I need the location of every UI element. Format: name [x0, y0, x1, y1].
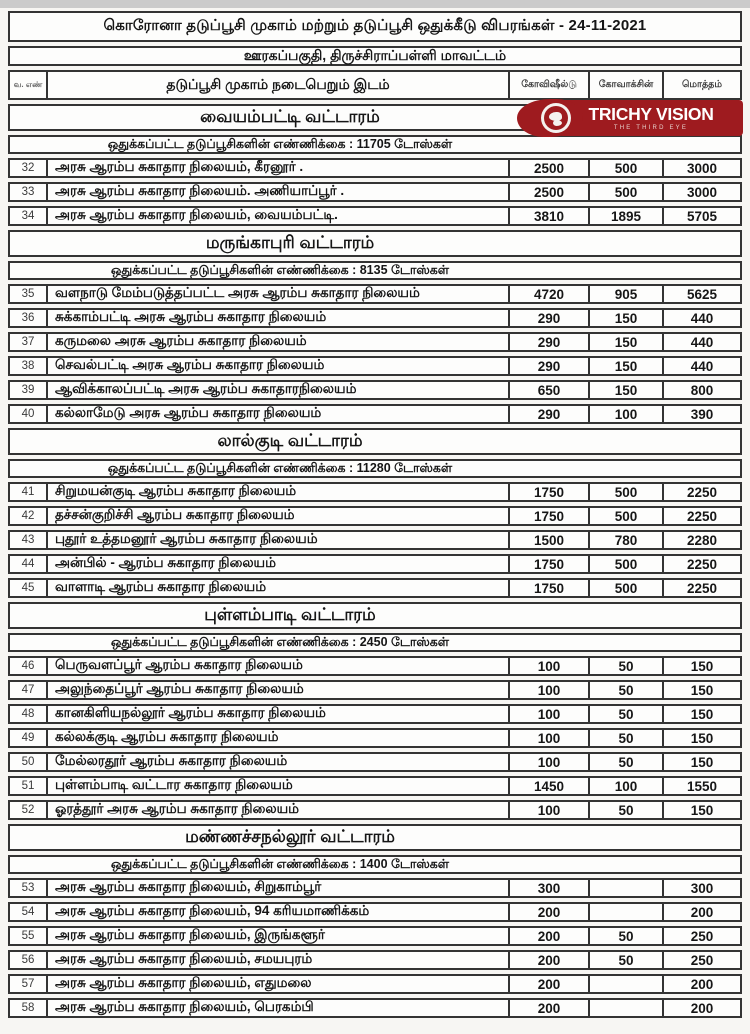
place-cell: அரசு ஆரம்ப சுகாதார நிலையம், கீரனூர் .	[55, 159, 304, 174]
covishield-cell: 200	[508, 1000, 588, 1016]
total-cell: 2280	[662, 532, 740, 548]
covishield-cell: 200	[508, 904, 588, 920]
total-cell: 2250	[662, 556, 740, 572]
region-row	[8, 46, 742, 66]
serial-cell: 38	[10, 358, 48, 374]
total-cell: 5705	[662, 208, 740, 224]
document-title: கொரோனா தடுப்பூசி முகாம் மற்றும் தடுப்பூசி ஒதுக்கீடு விபரங்கள் - 24-11-2021	[103, 17, 647, 34]
table-row	[8, 356, 742, 376]
place-cell: வளநாடு மேம்படுத்தப்பட்ட அரசு ஆரம்ப சுகாதார நிலையம்	[55, 285, 420, 300]
covaxin-cell: 500	[588, 160, 662, 176]
total-cell: 250	[662, 928, 740, 944]
place-cell: சிறுமயன்குடி ஆரம்ப சுகாதார நிலையம்	[55, 483, 297, 498]
total-cell: 1550	[662, 778, 740, 794]
serial-cell: 32	[10, 160, 48, 176]
place-cell: அரசு ஆரம்ப சுகாதார நிலையம். அணியாப்பூர் .	[55, 183, 345, 198]
place-cell: வாளாடி ஆரம்ப சுகாதார நிலையம்	[55, 579, 267, 594]
covishield-cell: 290	[508, 358, 588, 374]
table-row	[8, 998, 742, 1018]
table-row	[8, 506, 742, 526]
serial-cell: 40	[10, 406, 48, 422]
section-title: புள்ளம்பாடி வட்டாரம்	[204, 604, 376, 624]
section-title: வையம்பட்டி வட்டாரம்	[200, 106, 380, 126]
covishield-cell: 100	[508, 682, 588, 698]
covaxin-cell: 500	[588, 580, 662, 596]
allocation-row	[8, 633, 742, 652]
covishield-cell: 1450	[508, 778, 588, 794]
serial-cell: 56	[10, 952, 48, 968]
place-column-header: தடுப்பூசி முகாம் நடைபெறும் இடம்	[166, 75, 390, 92]
covishield-cell: 2500	[508, 160, 588, 176]
total-cell: 440	[662, 358, 740, 374]
table-row	[8, 950, 742, 970]
table-row	[8, 680, 742, 700]
total-cell: 800	[662, 382, 740, 398]
covishield-cell: 100	[508, 706, 588, 722]
table-row	[8, 332, 742, 352]
covaxin-cell: 100	[588, 406, 662, 422]
place-cell: பெருவளப்பூர் ஆரம்ப சுகாதார நிலையம்	[55, 657, 303, 672]
covaxin-cell: 500	[588, 484, 662, 500]
eye-ring	[541, 103, 571, 133]
total-cell: 390	[662, 406, 740, 422]
column-header-row	[8, 70, 742, 100]
serial-cell: 42	[10, 508, 48, 524]
table-row	[8, 728, 742, 748]
table-row	[8, 182, 742, 202]
allocation-row	[8, 459, 742, 478]
serial-cell: 33	[10, 184, 48, 200]
table-body	[8, 104, 742, 1018]
covishield-cell: 290	[508, 406, 588, 422]
section-header-row	[8, 824, 742, 851]
total-cell: 150	[662, 658, 740, 674]
total-cell: 2250	[662, 508, 740, 524]
covishield-cell: 1500	[508, 532, 588, 548]
serial-cell: 49	[10, 730, 48, 746]
covishield-cell: 100	[508, 754, 588, 770]
covishield-cell: 100	[508, 802, 588, 818]
table-row	[8, 158, 742, 178]
place-cell: அரசு ஆரம்ப சுகாதார நிலையம், எதுமலை	[55, 975, 312, 990]
covaxin-column-header: கோவாக்சின்	[588, 72, 662, 98]
total-cell: 3000	[662, 160, 740, 176]
covishield-cell: 4720	[508, 286, 588, 302]
total-cell: 150	[662, 802, 740, 818]
table-row	[8, 404, 742, 424]
table-row	[8, 284, 742, 304]
serial-cell: 43	[10, 532, 48, 548]
allocation-text: ஒதுக்கப்பட்ட தடுப்பூசிகளின் எண்ணிக்கை : 11280 டோஸ்கள்	[107, 460, 453, 475]
serial-cell: 34	[10, 208, 48, 224]
region-title: ஊரகப்பகுதி, திருச்சிராப்பள்ளி மாவட்டம்	[243, 46, 507, 63]
covishield-cell: 1750	[508, 556, 588, 572]
table-row	[8, 902, 742, 922]
serial-cell: 41	[10, 484, 48, 500]
covaxin-cell: 150	[588, 310, 662, 326]
serial-cell: 36	[10, 310, 48, 326]
document-title-row	[8, 11, 742, 42]
place-cell: செவல்பட்டி அரசு ஆரம்ப சுகாதார நிலையம்	[55, 357, 325, 372]
covaxin-cell: 500	[588, 556, 662, 572]
top-gray-strip	[0, 0, 750, 8]
allocation-row	[8, 135, 742, 154]
allocation-text: ஒதுக்கப்பட்ட தடுப்பூசிகளின் எண்ணிக்கை : 8135 டோஸ்கள்	[110, 262, 450, 277]
covishield-cell: 100	[508, 658, 588, 674]
section-header-row	[8, 602, 742, 629]
serial-cell: 46	[10, 658, 48, 674]
covaxin-cell: 1895	[588, 208, 662, 224]
section-title: மருங்காபுரி வட்டாரம்	[205, 232, 375, 252]
table-row	[8, 752, 742, 772]
allocation-text: ஒதுக்கப்பட்ட தடுப்பூசிகளின் எண்ணிக்கை : 11705 டோஸ்கள்	[107, 136, 453, 151]
covaxin-cell: 500	[588, 184, 662, 200]
total-cell: 150	[662, 730, 740, 746]
serial-cell: 48	[10, 706, 48, 722]
covishield-cell: 200	[508, 976, 588, 992]
covishield-cell: 1750	[508, 484, 588, 500]
place-cell: அரசு ஆரம்ப சுகாதார நிலையம், சமயபுரம்	[55, 951, 313, 966]
eye-glint-small	[553, 120, 562, 126]
table-row	[8, 704, 742, 724]
total-cell: 2250	[662, 580, 740, 596]
place-cell: புதூர் உத்தமனூர் ஆரம்ப சுகாதார நிலையம்	[55, 531, 318, 546]
total-cell: 2250	[662, 484, 740, 500]
covaxin-cell: 50	[588, 928, 662, 944]
covaxin-cell: 905	[588, 286, 662, 302]
serial-cell: 52	[10, 802, 48, 818]
total-cell: 150	[662, 682, 740, 698]
covishield-cell: 100	[508, 730, 588, 746]
place-cell: அரசு ஆரம்ப சுகாதார நிலையம், 94 கரியமாணிக்கம்	[55, 903, 370, 918]
covaxin-cell: 150	[588, 358, 662, 374]
covaxin-cell	[588, 904, 662, 920]
table-row	[8, 206, 742, 226]
eye-pupil	[544, 106, 568, 130]
trichy-vision-logo	[517, 99, 743, 137]
serial-column-header: வ. எண்	[10, 72, 48, 98]
place-cell: கருமலை அரசு ஆரம்ப சுகாதார நிலையம்	[55, 333, 307, 348]
place-cell: அலுந்தைப்பூர் ஆரம்ப சுகாதார நிலையம்	[55, 681, 304, 696]
serial-cell: 57	[10, 976, 48, 992]
total-cell: 200	[662, 976, 740, 992]
section-title: லால்குடி வட்டாரம்	[217, 430, 363, 450]
covaxin-cell: 500	[588, 508, 662, 524]
covaxin-cell	[588, 976, 662, 992]
covaxin-cell: 150	[588, 334, 662, 350]
section-title: மண்ணச்சநல்லூர் வட்டாரம்	[185, 826, 395, 846]
total-cell: 440	[662, 334, 740, 350]
covaxin-cell: 50	[588, 952, 662, 968]
table-row	[8, 878, 742, 898]
total-cell: 440	[662, 310, 740, 326]
covishield-cell: 1750	[508, 508, 588, 524]
table-row	[8, 530, 742, 550]
table-row	[8, 554, 742, 574]
place-cell: கல்லாமேடு அரசு ஆரம்ப சுகாதார நிலையம்	[55, 405, 322, 420]
total-cell: 300	[662, 880, 740, 896]
section-header-row	[8, 230, 742, 257]
total-cell: 150	[662, 754, 740, 770]
covaxin-cell: 100	[588, 778, 662, 794]
serial-cell: 58	[10, 1000, 48, 1016]
serial-cell: 55	[10, 928, 48, 944]
place-cell: புள்ளம்பாடி வட்டார சுகாதார நிலையம்	[55, 777, 293, 792]
table-row	[8, 800, 742, 820]
serial-cell: 51	[10, 778, 48, 794]
covishield-cell: 300	[508, 880, 588, 896]
covaxin-cell: 50	[588, 658, 662, 674]
serial-cell: 54	[10, 904, 48, 920]
table-row	[8, 482, 742, 502]
serial-cell: 39	[10, 382, 48, 398]
total-cell: 5625	[662, 286, 740, 302]
serial-cell: 37	[10, 334, 48, 350]
covaxin-cell: 150	[588, 382, 662, 398]
serial-cell: 35	[10, 286, 48, 302]
serial-cell: 53	[10, 880, 48, 896]
covishield-column-header: கோவிஷீல்டு	[508, 72, 588, 98]
covishield-cell: 290	[508, 334, 588, 350]
table-row	[8, 656, 742, 676]
covaxin-cell: 50	[588, 730, 662, 746]
place-cell: கானகிளியநல்லூர் ஆரம்ப சுகாதார நிலையம்	[55, 705, 326, 720]
total-cell: 200	[662, 904, 740, 920]
covaxin-cell: 50	[588, 682, 662, 698]
place-cell: அரசு ஆரம்ப சுகாதார நிலையம், இருங்களூர்	[55, 927, 325, 942]
place-cell: அன்பில் - ஆரம்ப சுகாதார நிலையம்	[55, 555, 276, 570]
total-cell: 3000	[662, 184, 740, 200]
table-row	[8, 308, 742, 328]
place-cell: அரசு ஆரம்ப சுகாதார நிலையம், பெரகம்பி	[55, 999, 314, 1014]
section-header-row	[8, 428, 742, 455]
table-row	[8, 974, 742, 994]
covishield-cell: 200	[508, 928, 588, 944]
covishield-cell: 2500	[508, 184, 588, 200]
logo-banner	[559, 100, 743, 136]
serial-cell: 50	[10, 754, 48, 770]
covaxin-cell: 780	[588, 532, 662, 548]
allocation-row	[8, 855, 742, 874]
logo-title: TRICHY VISION	[588, 103, 714, 124]
total-cell: 250	[662, 952, 740, 968]
place-cell: அரசு ஆரம்ப சுகாதார நிலையம், வையம்பட்டி.	[55, 207, 338, 222]
place-cell: அரசு ஆரம்ப சுகாதார நிலையம், சிறுகாம்பூர்	[55, 879, 322, 894]
covaxin-cell: 50	[588, 802, 662, 818]
table-row	[8, 776, 742, 796]
covishield-cell: 650	[508, 382, 588, 398]
covishield-cell: 200	[508, 952, 588, 968]
covaxin-cell	[588, 1000, 662, 1016]
serial-cell: 44	[10, 556, 48, 572]
vaccination-table	[8, 11, 742, 1022]
covishield-cell: 1750	[508, 580, 588, 596]
allocation-row	[8, 261, 742, 280]
logo-tagline: THE THIRD EYE	[613, 124, 689, 131]
place-cell: ஆவிக்காலப்பட்டி அரசு ஆரம்ப சுகாதாரநிலையம்	[55, 381, 357, 396]
place-cell: மேல்லரதூர் ஆரம்ப சுகாதார நிலையம்	[55, 753, 288, 768]
table-row	[8, 578, 742, 598]
total-cell: 200	[662, 1000, 740, 1016]
covaxin-cell: 50	[588, 754, 662, 770]
covishield-cell: 3810	[508, 208, 588, 224]
total-cell: 150	[662, 706, 740, 722]
covaxin-cell: 50	[588, 706, 662, 722]
allocation-text: ஒதுக்கப்பட்ட தடுப்பூசிகளின் எண்ணிக்கை : 1400 டோஸ்கள்	[110, 856, 450, 871]
place-cell: சுக்காம்பட்டி அரசு ஆரம்ப சுகாதார நிலையம்	[55, 309, 327, 324]
place-cell: ஓரத்தூர் அரசு ஆரம்ப சுகாதார நிலையம்	[55, 801, 300, 816]
place-cell: தச்சன்குறிச்சி ஆரம்ப சுகாதார நிலையம்	[55, 507, 295, 522]
covishield-cell: 290	[508, 310, 588, 326]
table-row	[8, 380, 742, 400]
serial-cell: 45	[10, 580, 48, 596]
eye-icon	[517, 99, 583, 137]
allocation-text: ஒதுக்கப்பட்ட தடுப்பூசிகளின் எண்ணிக்கை : 2450 டோஸ்கள்	[110, 634, 450, 649]
covaxin-cell	[588, 880, 662, 896]
serial-cell: 47	[10, 682, 48, 698]
place-cell: கல்லக்குடி ஆரம்ப சுகாதார நிலையம்	[55, 729, 279, 744]
table-row	[8, 926, 742, 946]
total-column-header: மொத்தம்	[662, 72, 740, 98]
